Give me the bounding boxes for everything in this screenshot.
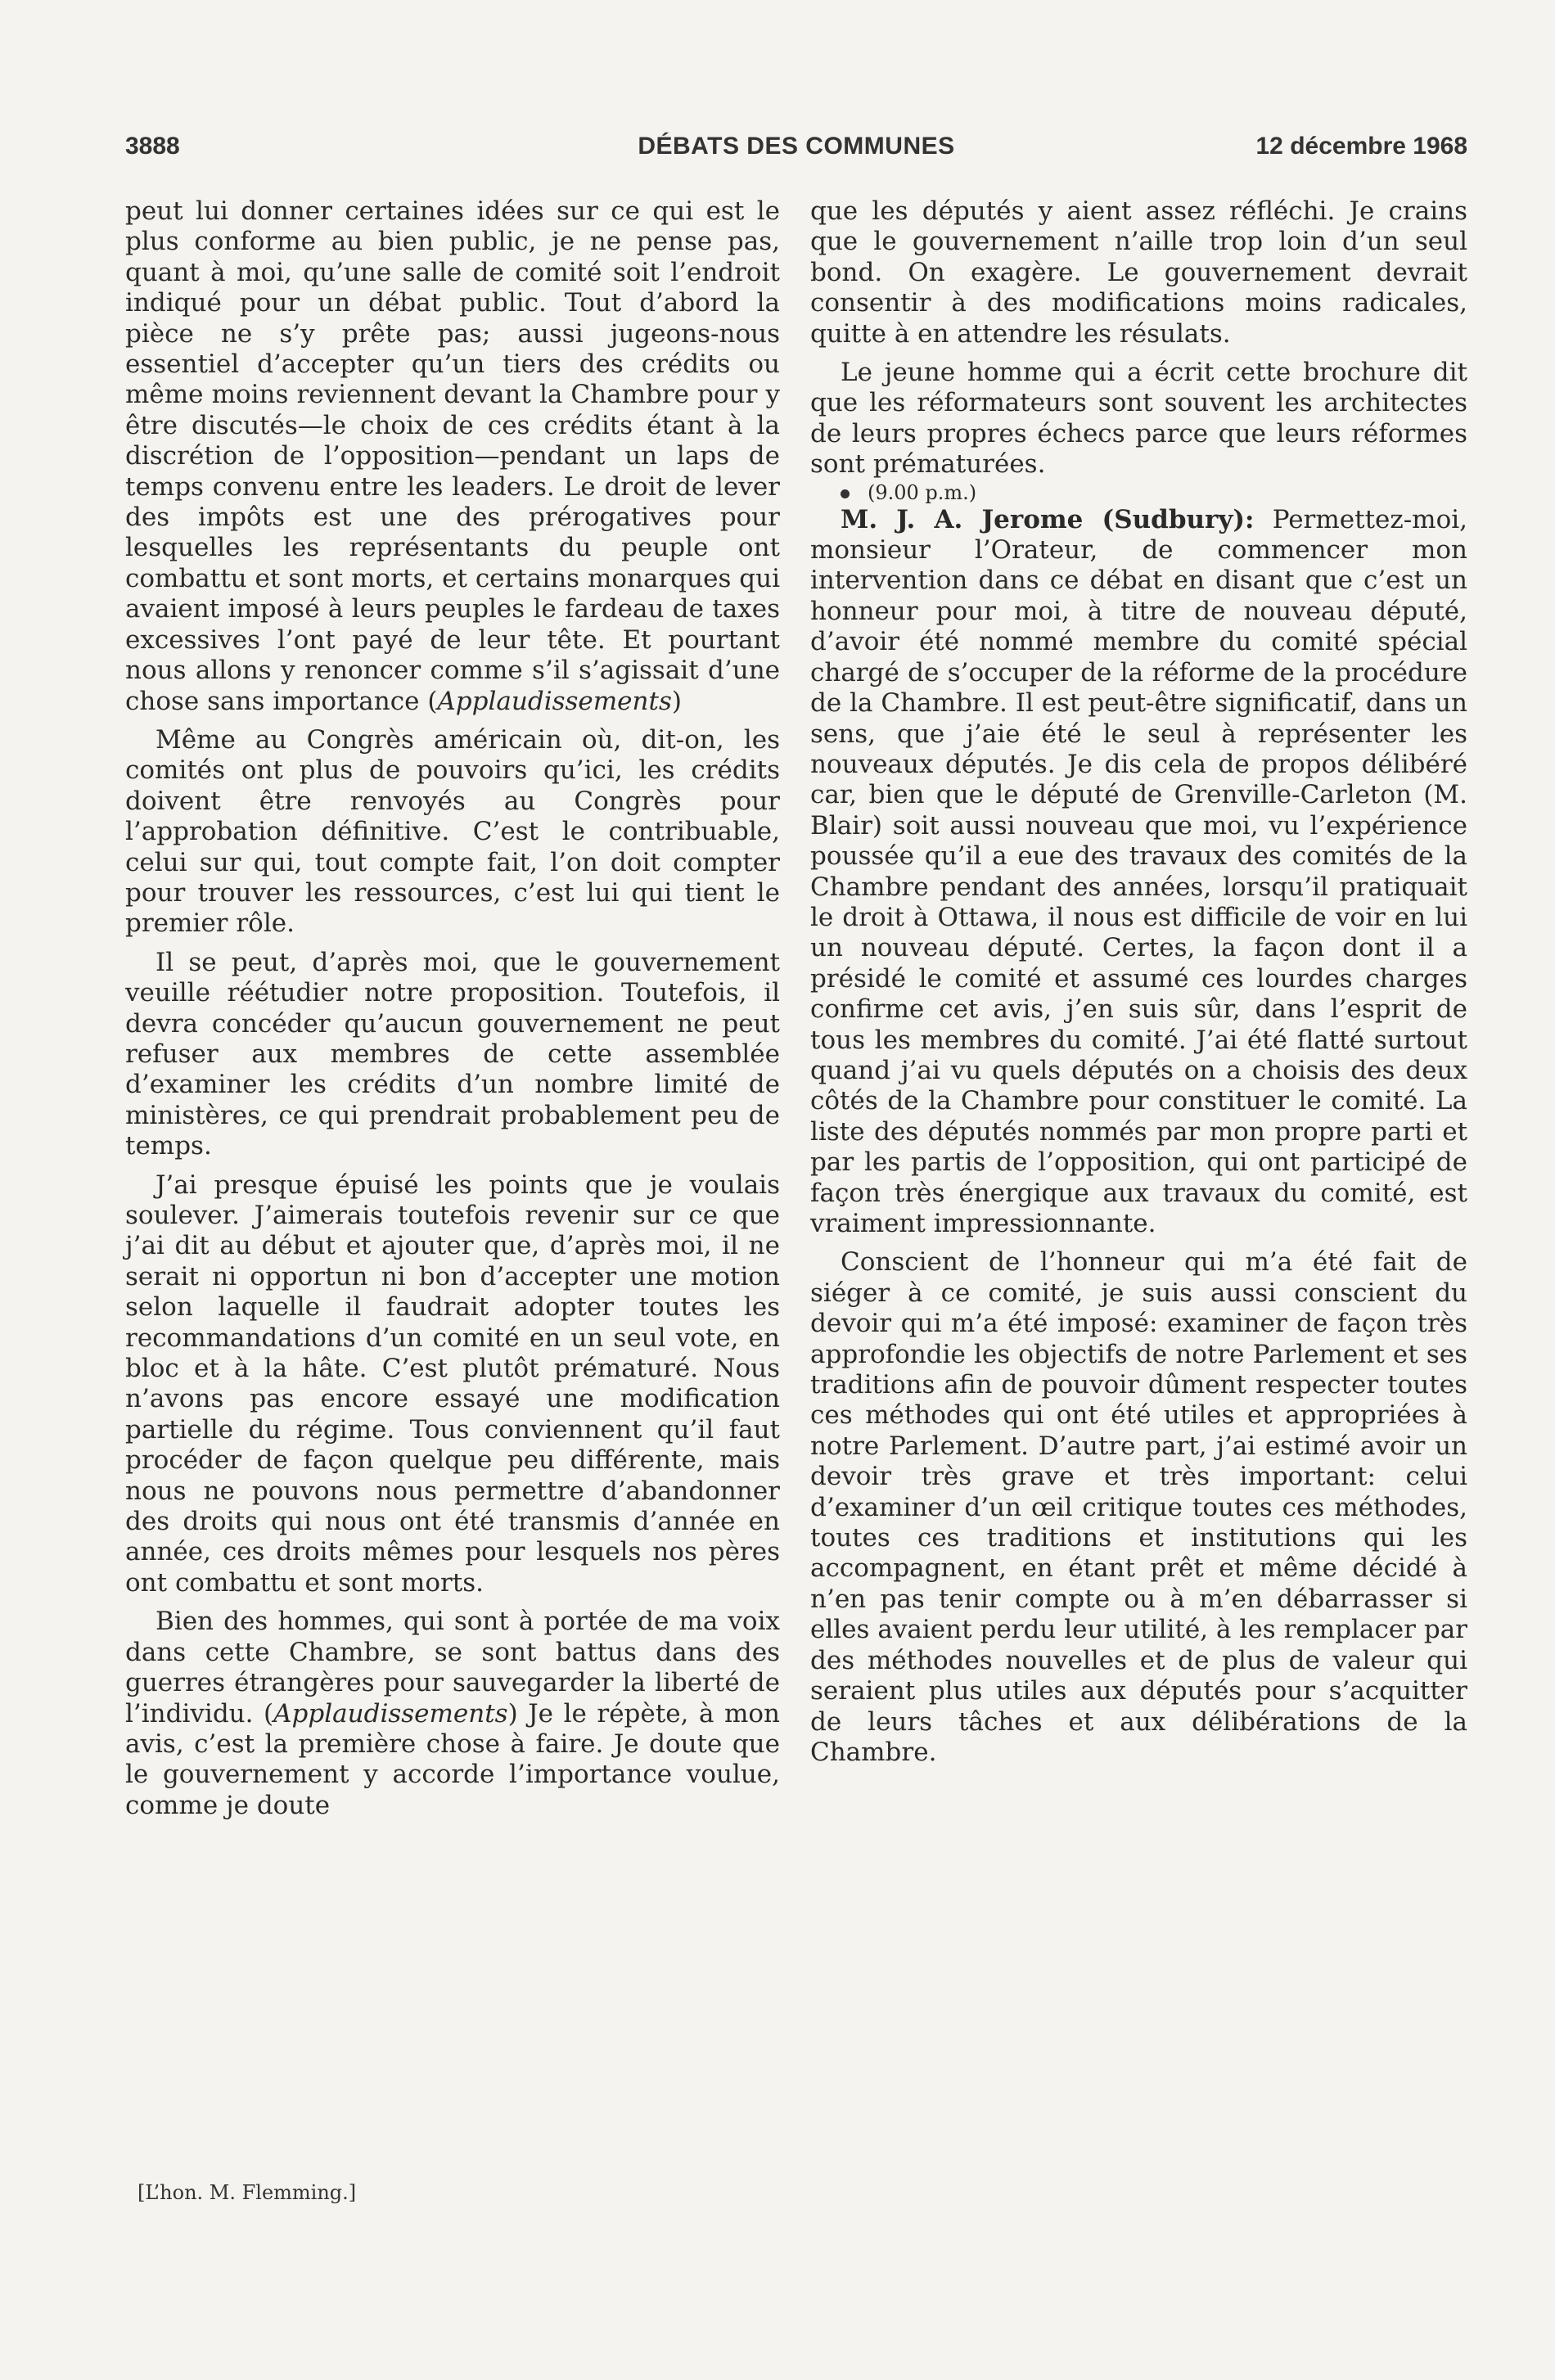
left-p1-text: peut lui donner certaines idées sur ce qui est le plus conforme au bien public, je ne pense pas, quant à moi, qu’une salle de comité soit l’endroit indiqué pour un débat public. Tout d’abord la pièce ne s’y prête pas; aussi jugeons-nous essentiel d’accepter qu’un tiers des crédits ou même moins reviennent devant la Chambre pour y être discutés—le choix de ces crédits étant à la discrétion de l’opposition—pendant un laps de temps convenu entre les leaders. Le droit de lever des impôts est une des prérogatives pour lesquelles les représentants du peuple ont combattu et sont morts, et certains monarques qui avaient imposé à leurs peuples le fardeau de taxes excessives l’ont payé de leur tête. Et pourtant nous allons y renoncer comme s’il s’agissait d’une chose sans importance (: [125, 196, 780, 716]
right-paragraph-1: que les députés y aient assez réfléchi. Je crains que le gouvernement n’aille trop loin d’un seul bond. On exagère. Le gouvernement devrait consentir à des modifications moins radicales, quitte à en attendre les résulats.: [810, 196, 1467, 349]
left-column: [125, 196, 780, 1821]
sitting-date: 12 décembre 1968: [1255, 133, 1467, 160]
speaker-name: M. J. A. Jerome (Sudbury):: [841, 504, 1255, 534]
left-paragraph-3: Il se peut, d’après moi, que le gouvernement veuille réétudier notre proposition. Toutefois, il devra concéder qu’aucun gouvernement ne peut refuser aux membres de cette assemblée d’examiner les crédits d’un nombre limité de ministères, ce qui prendrait probablement peu de temps.: [125, 947, 780, 1161]
left-p5-italic: Applaudissements: [273, 1698, 508, 1729]
left-paragraph-2: Même au Congrès américain où, dit-on, les comités ont plus de pouvoirs qu’ici, les crédits doivent être renvoyés au Congrès pour l’approbation définitive. C’est le contribuable, celui sur qui, tout compte fait, l’on doit compter pour trouver les ressources, c’est lui qui tient le premier rôle.: [125, 724, 780, 939]
left-paragraph-5: [125, 1607, 780, 1821]
right-paragraph-3: [810, 505, 1467, 1240]
right-column: [810, 196, 1467, 1768]
right-paragraph-2: Le jeune homme qui a écrit cette brochure dit que les réformateurs sont souvent les architectes de leurs propres échecs parce que leurs réformes sont prématurées.: [810, 358, 1467, 480]
publication-title: DÉBATS DES COMMUNES: [638, 133, 955, 160]
left-paragraph-1: [125, 196, 780, 717]
page-header: [125, 133, 1467, 165]
left-p1-italic: Applaudissements: [437, 686, 672, 716]
page-number: 3888: [125, 133, 180, 160]
left-p1-end: ): [671, 686, 682, 716]
time-text: (9.00 p.m.): [868, 480, 977, 504]
left-paragraph-4: J’ai presque épuisé les points que je voulais soulever. J’aimerais toutefois revenir sur ce que j’ai dit au début et ajouter que, d’après moi, il ne serait ni opportun ni bon d’accepter une motion selon laquelle il faudrait adopter toutes les recommandations d’un comité en un seul vote, en bloc et à la hâte. C’est plutôt prématuré. Nous n’avons pas encore essayé une modification partielle du régime. Tous conviennent qu’il faut procéder de façon quelque peu différente, mais nous ne pouvons nous permettre d’abandonner des droits qui nous ont été transmis d’année en année, ces droits mêmes pour lesquels nos pères ont combattu et sont morts.: [125, 1170, 780, 1598]
time-marker: [810, 480, 1467, 505]
left-p5-end: ) Je le répète, à mon avis, c’est la première chose à faire. Je doute que le gouvernement y accorde l’importance voulue, comme je doute: [125, 1698, 780, 1820]
right-p3-text: Permettez-moi, monsieur l’Orateur, de commencer mon intervention dans ce débat en disant que c’est un honneur pour moi, à titre de nouveau député, d’avoir été nommé membre du comité spécial chargé de s’occuper de la réforme de la procédure de la Chambre. Il est peut-être significatif, dans un sens, que j’aie été le seul à représenter les nouveaux députés. Je dis cela de propos délibéré car, bien que le député de Grenville-Carleton (M. Blair) soit aussi nouveau que moi, vu l’expérience poussée qu’il a eue des travaux des comités de la Chambre pendant des années, lorsqu’il pratiquait le droit à Ottawa, il nous est difficile de voir en lui un nouveau député. Certes, la façon dont il a présidé le comité et assumé ces lourdes charges confirme cet avis, j’en suis sûr, dans l’esprit de tous les membres du comité. J’ai été flatté surtout quand j’ai vu quels députés on a choisis des deux côtés de la Chambre pour constituer le comité. La liste des députés nommés par mon propre parti et par les partis de l’opposition, qui ont participé de façon très énergique aux travaux du comité, est vraiment impressionnante.: [810, 504, 1468, 1238]
left-p5-text: Bien des hommes, qui sont à portée de ma voix dans cette Chambre, se sont battus dans des guerres étrangères pour sauvegarder la liberté de l’individu. (: [125, 1607, 780, 1729]
bullet-icon: [841, 489, 850, 498]
right-paragraph-4: Conscient de l’honneur qui m’a été fait de siéger à ce comité, je suis aussi conscient du devoir qui m’a été imposé: examiner de façon très approfondie les objectifs de notre Parlement et ses traditions afin de pouvoir dûment respecter toutes ces méthodes qui ont été utiles et appropriées à notre Parlement. D’autre part, j’ai estimé avoir un devoir très grave et très important: celui d’examiner d’un œil critique toutes ces méthodes, toutes ces traditions et institutions qui les accompagnent, en étant prêt et même décidé à n’en pas tenir compte ou à m’en débarrasser si elles avaient perdu leur utilité, à les remplacer par des méthodes nouvelles et de plus de valeur qui seraient plus utiles aux députés pour s’acquitter de leurs tâches et aux délibérations de la Chambre.: [810, 1247, 1467, 1767]
speaker-attribution: [L’hon. M. Flemming.]: [137, 2181, 357, 2204]
